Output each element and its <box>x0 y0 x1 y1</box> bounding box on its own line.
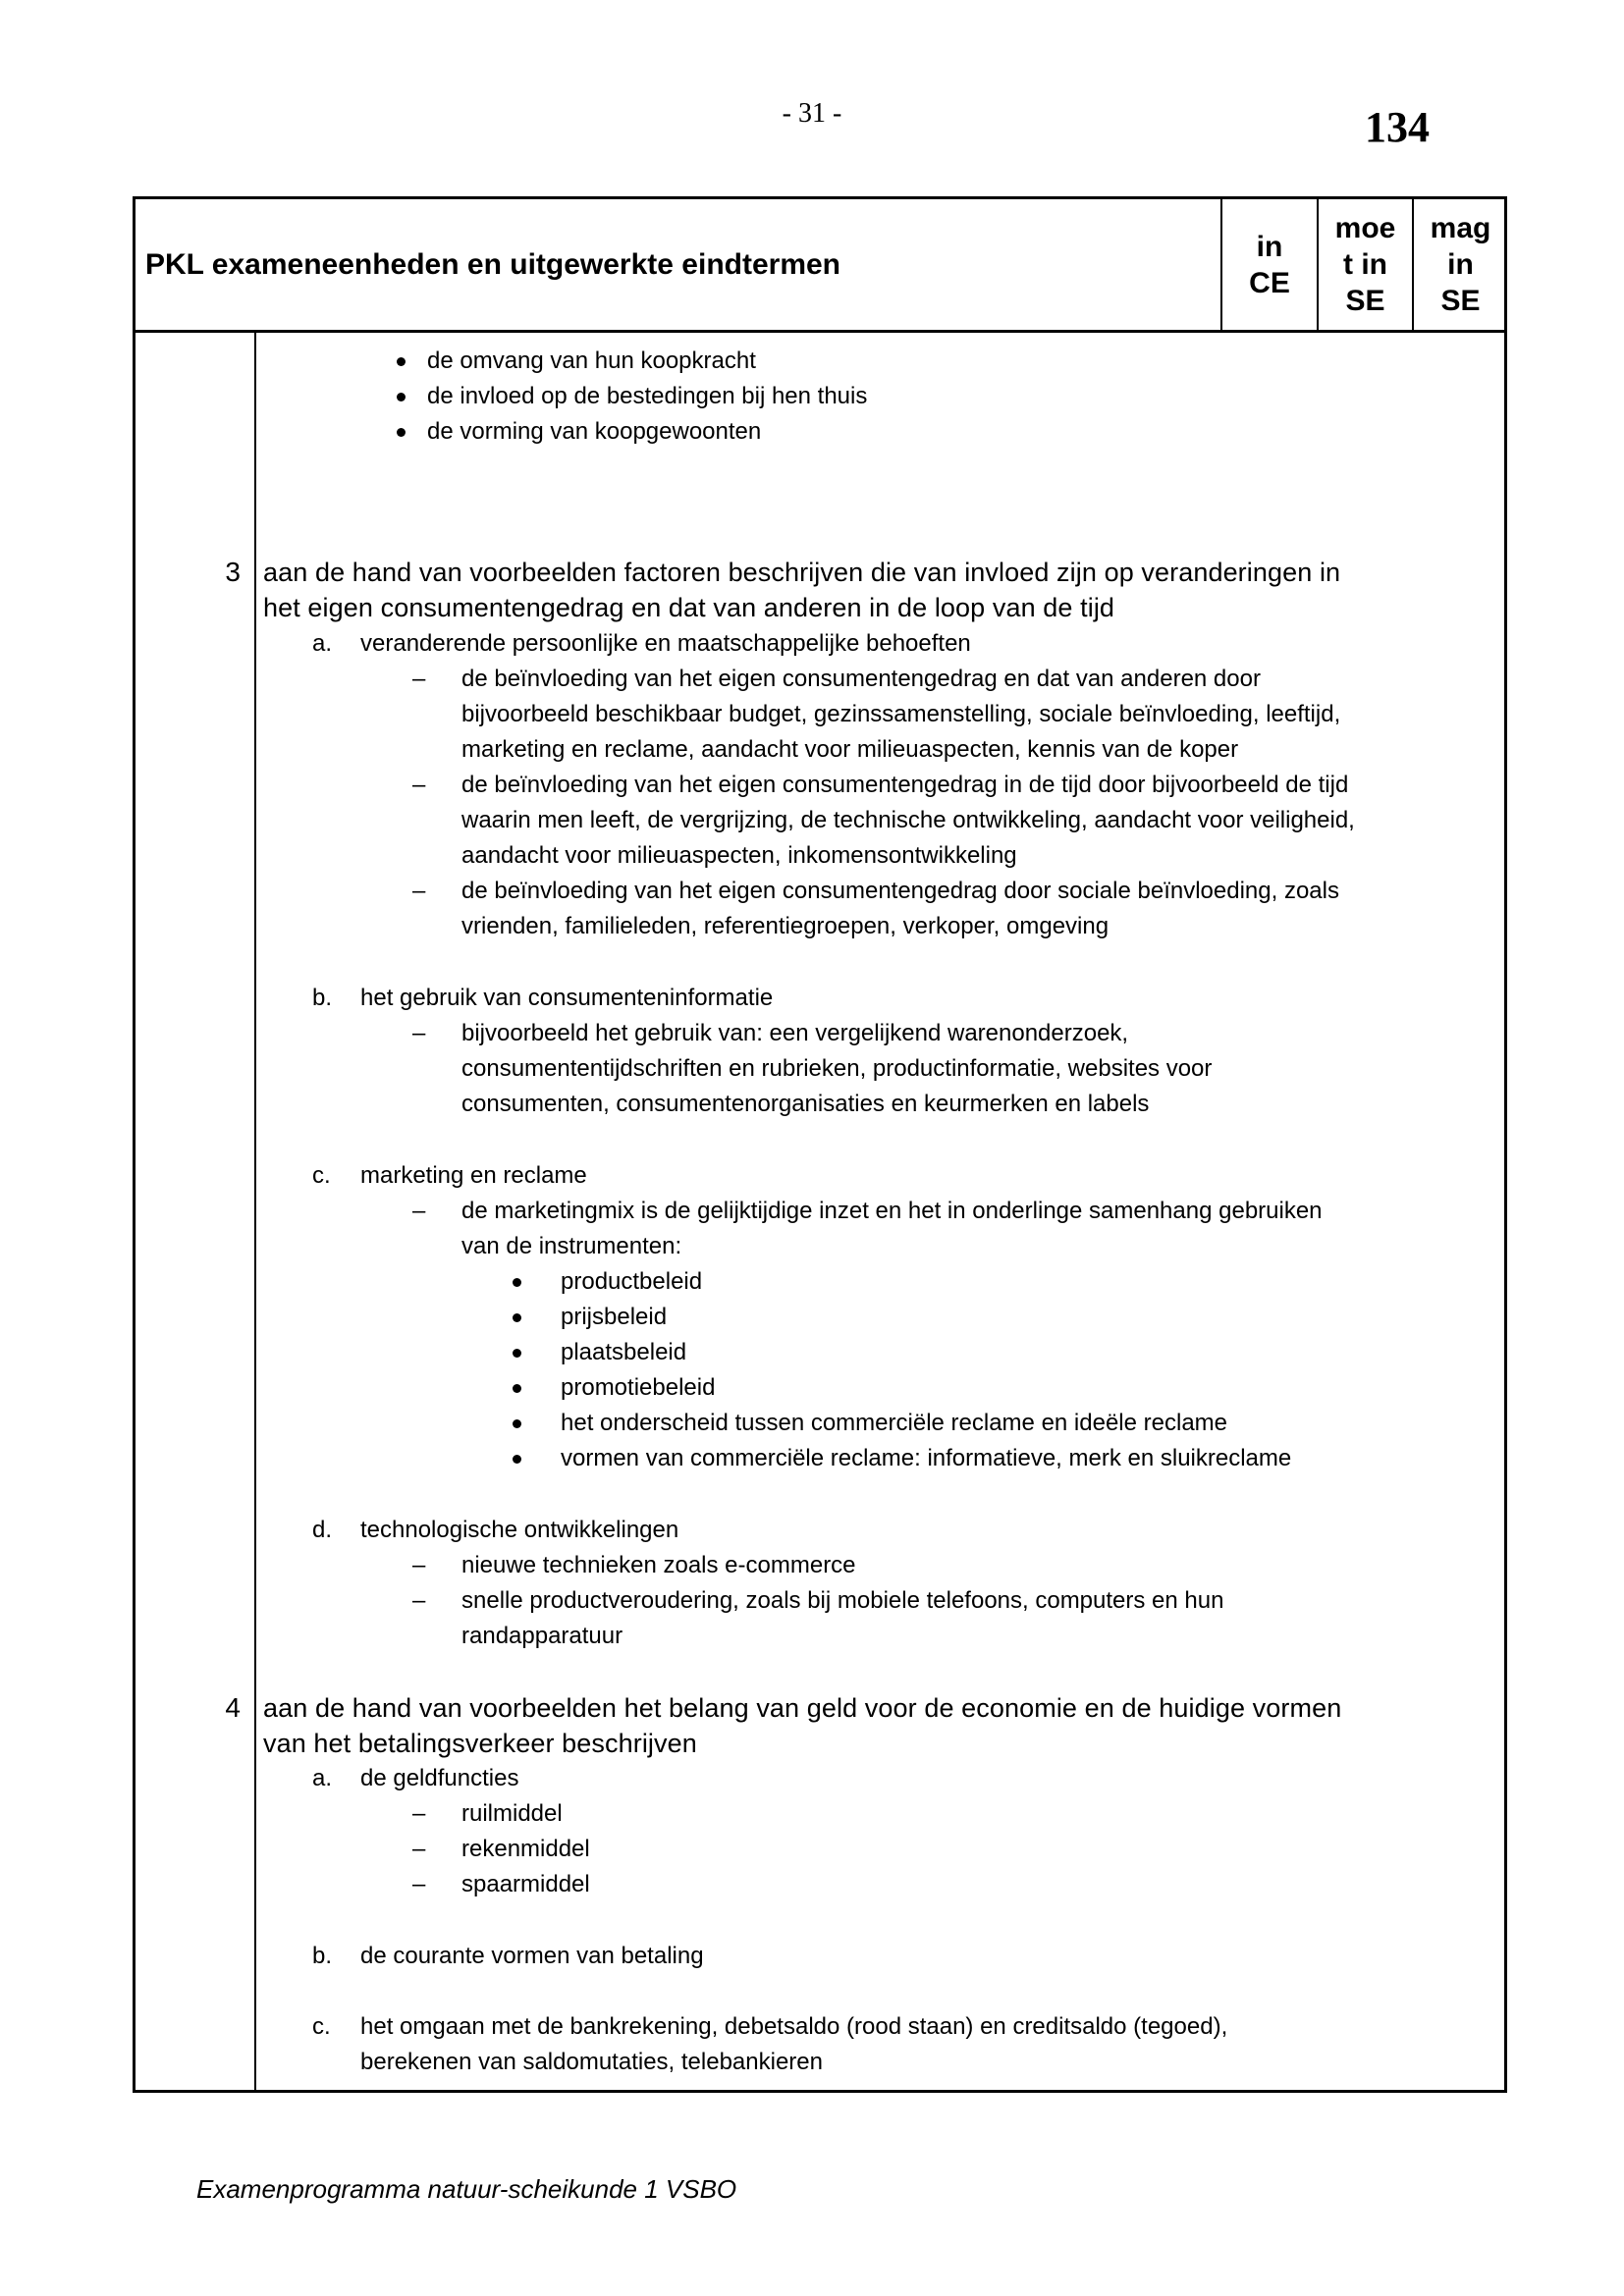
carryover-bullet-text: de omvang van hun koopkracht <box>427 347 756 374</box>
dash-item-text: snelle productveroudering, zoals bij mobiele telefoons, computers en hun <box>461 1587 1224 1614</box>
dash-icon: – <box>412 772 426 798</box>
sub-item-label: b. <box>312 985 333 1011</box>
page-number: - 31 - <box>782 98 842 129</box>
dash-icon: – <box>412 1198 426 1224</box>
sub-item-text: berekenen van saldomutaties, telebankieren <box>360 2049 823 2075</box>
dash-icon: – <box>412 1587 426 1614</box>
column-header-mag-in-se <box>1412 199 1507 330</box>
header-line: CE <box>1249 266 1290 299</box>
dash-item-text: de beïnvloeding van het eigen consumentengedrag door sociale beïnvloeding, zoals <box>461 878 1339 904</box>
sub-item-text: technologische ontwikkelingen <box>360 1517 679 1543</box>
bullet-item-text: vormen van commerciële reclame: informatieve, merk en sluikreclame <box>561 1445 1292 1471</box>
bullet-item-text: productbeleid <box>561 1268 703 1295</box>
header-line: in <box>1256 230 1283 263</box>
sub-item-label: a. <box>312 630 333 657</box>
dash-item-text: van de instrumenten: <box>461 1233 682 1259</box>
eindterm-number: 3 <box>225 557 241 587</box>
sub-item-label: a. <box>312 1765 333 1791</box>
dash-item-text: de marketingmix is de gelijktijdige inzet en het in onderlinge samenhang gebruiken <box>461 1198 1323 1224</box>
bullet-item-text: promotiebeleid <box>561 1374 716 1401</box>
dash-icon: – <box>412 878 426 904</box>
dash-item-text: consumententijdschriften en rubrieken, productinformatie, websites voor <box>461 1055 1213 1082</box>
bullet-icon <box>513 1278 521 1287</box>
bullet-icon <box>513 1455 521 1464</box>
dash-item-text: spaarmiddel <box>461 1871 590 1897</box>
number-column-divider <box>254 333 256 2093</box>
eindterm-heading-line: van het betalingsverkeer beschrijven <box>263 1729 697 1758</box>
dash-item-text: randapparatuur <box>461 1623 623 1649</box>
eindterm-heading-line: aan de hand van voorbeelden het belang van geld voor de economie en de huidige vormen <box>263 1693 1342 1723</box>
dash-item-text: ruilmiddel <box>461 1800 563 1827</box>
eindterm-heading-line: aan de hand van voorbeelden factoren beschrijven die van invloed zijn op veranderingen in <box>263 558 1341 587</box>
dash-item-text: nieuwe technieken zoals e-commerce <box>461 1552 856 1578</box>
table-header-title: PKL exameneenheden en uitgewerkte eindtermen <box>145 248 841 281</box>
bullet-icon <box>513 1419 521 1428</box>
carryover-bullet-text: de invloed op de bestedingen bij hen thuis <box>427 383 868 409</box>
header-line: SE <box>1345 285 1385 317</box>
dash-item-text: de beïnvloeding van het eigen consumentengedrag in de tijd door bijvoorbeeld de tijd <box>461 772 1349 798</box>
carryover-bullet-text: de vorming van koopgewoonten <box>427 418 762 445</box>
bullet-item-text: plaatsbeleid <box>561 1339 687 1365</box>
dash-item-text: bijvoorbeeld het gebruik van: een vergelijkend warenonderzoek, <box>461 1020 1129 1046</box>
sub-item-text: het gebruik van consumenteninformatie <box>360 985 774 1011</box>
sub-item-label: c. <box>312 1162 331 1189</box>
bullet-item-text: het onderscheid tussen commerciële reclame en ideële reclame <box>561 1410 1228 1436</box>
eindterm-heading-line: het eigen consumentengedrag en dat van anderen in de loop van de tijd <box>263 593 1115 622</box>
table-header-row <box>135 199 1504 333</box>
dash-item-text: waarin men leeft, de vergrijzing, de technische ontwikkeling, aandacht voor veiligheid, <box>461 807 1355 833</box>
column-header-moet-in-se <box>1317 199 1412 330</box>
bullet-icon <box>513 1349 521 1358</box>
dash-item-text: marketing en reclame, aandacht voor milieuaspecten, kennis van de koper <box>461 736 1239 763</box>
sub-item-text: het omgaan met de bankrekening, debetsaldo (rood staan) en creditsaldo (tegoed), <box>360 2013 1228 2040</box>
header-line: t in <box>1343 248 1387 281</box>
dash-item-text: rekenmiddel <box>461 1836 590 1862</box>
dash-icon: – <box>412 1871 426 1897</box>
bullet-icon <box>397 428 406 437</box>
eindtermen-table <box>133 196 1507 2093</box>
header-line: mag <box>1430 212 1491 244</box>
eindterm-number: 4 <box>225 1692 241 1723</box>
sub-item-label: c. <box>312 2013 331 2040</box>
column-header-in-ce <box>1220 199 1317 330</box>
sub-item-text: de courante vormen van betaling <box>360 1943 704 1969</box>
dash-icon: – <box>412 1020 426 1046</box>
sub-item-label: b. <box>312 1943 333 1969</box>
sub-item-text: veranderende persoonlijke en maatschappelijke behoeften <box>360 630 971 657</box>
dash-icon: – <box>412 1800 426 1827</box>
bullet-icon <box>397 393 406 401</box>
header-line: in <box>1447 248 1474 281</box>
dash-icon: – <box>412 1836 426 1862</box>
sub-item-text: marketing en reclame <box>360 1162 587 1189</box>
bullet-item-text: prijsbeleid <box>561 1304 668 1330</box>
sub-item-label: d. <box>312 1517 333 1543</box>
dash-icon: – <box>412 1552 426 1578</box>
header-line: SE <box>1440 285 1481 317</box>
dash-item-text: aandacht voor milieuaspecten, inkomensontwikkeling <box>461 842 1017 869</box>
bullet-icon <box>513 1313 521 1322</box>
bullet-icon <box>513 1384 521 1393</box>
header-line: moe <box>1334 212 1396 244</box>
dash-item-text: de beïnvloeding van het eigen consumentengedrag en dat van anderen door <box>461 666 1261 692</box>
dash-item-text: bijvoorbeeld beschikbaar budget, gezinssamenstelling, sociale beïnvloeding, leeftijd, <box>461 701 1341 727</box>
dash-icon: – <box>412 666 426 692</box>
sub-item-text: de geldfuncties <box>360 1765 519 1791</box>
document-number: 134 <box>1365 103 1430 151</box>
bullet-icon <box>397 357 406 366</box>
dash-item-text: vrienden, familieleden, referentiegroepen, verkoper, omgeving <box>461 913 1110 939</box>
page-footer: Examenprogramma natuur-scheikunde 1 VSBO <box>196 2174 737 2204</box>
dash-item-text: consumenten, consumentenorganisaties en keurmerken en labels <box>461 1091 1150 1117</box>
